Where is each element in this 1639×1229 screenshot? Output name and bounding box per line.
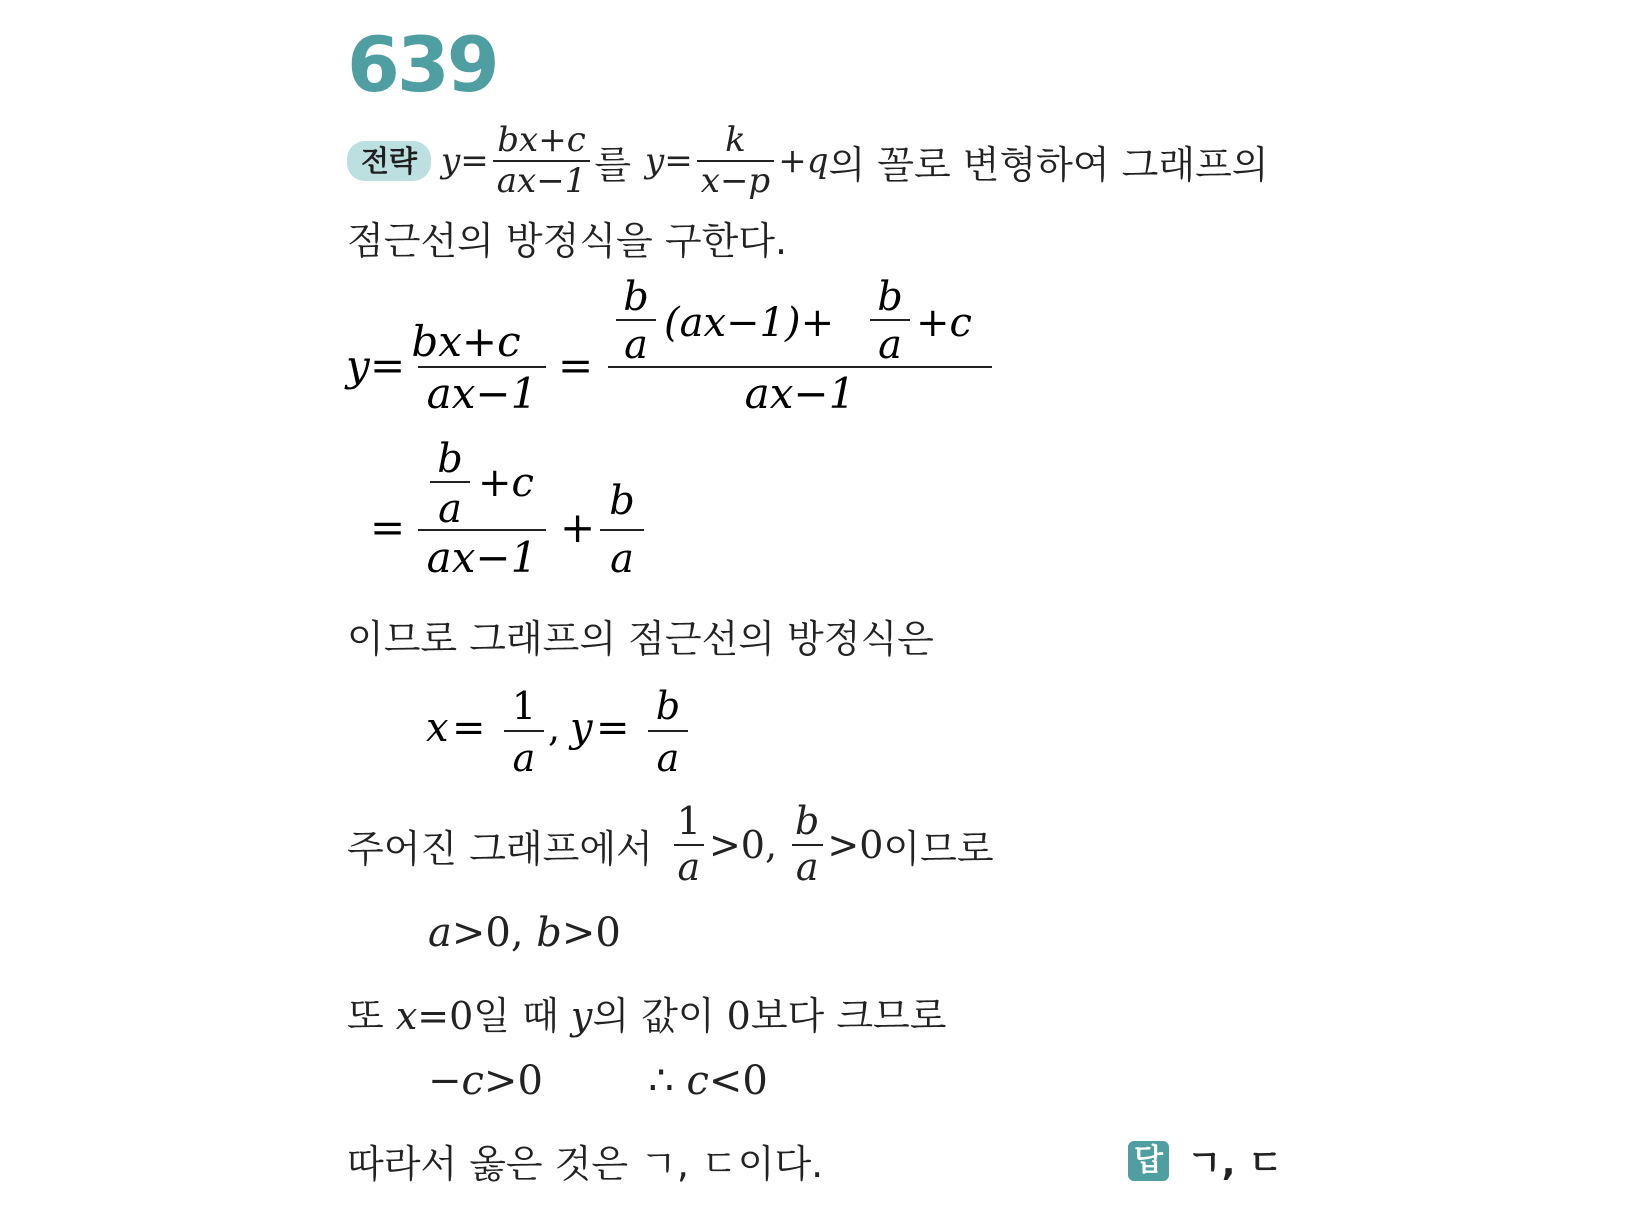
svg-text:,: , (548, 706, 561, 750)
answer-value: ㄱ, ㄷ (1186, 1143, 1283, 1184)
given-suffix: 이므로 (883, 826, 994, 871)
equation-block-1 (340, 260, 1010, 420)
svg-text:ax−1: ax−1 (744, 369, 856, 418)
svg-text:a: a (624, 322, 648, 368)
also-mid: 일 때 (473, 994, 559, 1038)
svg-text:b: b (655, 684, 681, 728)
svg-text:a: a (512, 736, 536, 780)
svg-text:x: x (426, 705, 449, 751)
svg-text:a: a (610, 536, 634, 582)
also-suffix: 보다 크므로 (750, 994, 947, 1038)
given-prefix: 주어진 그래프에서 (347, 826, 653, 871)
svg-text:a: a (878, 322, 902, 368)
svg-text:+c: +c (916, 300, 972, 346)
strategy-line-2: 점근선의 방정식을 구한다. (347, 219, 788, 263)
equation-block-2 (340, 430, 700, 590)
strategy-formula-2: y = $\frac{k}{x-p}$ + q (645, 119, 829, 201)
result-ab: a>0, b>0 (428, 910, 621, 956)
strategy-badge: 전략 (347, 141, 431, 181)
svg-text:(ax−1)+: (ax−1)+ (664, 300, 835, 346)
given-graph-line (347, 790, 994, 900)
svg-text:b: b (877, 274, 903, 320)
answer-badge: 답 (1128, 1141, 1169, 1181)
svg-text:=: = (370, 503, 406, 552)
svg-text:b: b (623, 274, 649, 320)
svg-text:1: 1 (511, 684, 537, 728)
answer (1128, 1135, 1283, 1186)
svg-text:ax−1: ax−1 (426, 369, 538, 418)
svg-text:+c: +c (478, 460, 534, 506)
strategy-text-2: 의 꼴로 변형하여 그래프의 (828, 142, 1269, 187)
svg-text:ax−1: ax−1 (426, 533, 538, 582)
svg-text:=: = (596, 705, 630, 751)
svg-text:+: + (560, 503, 596, 552)
strategy-line-1 (347, 116, 1269, 206)
svg-text:=: = (452, 705, 486, 751)
svg-text:=: = (558, 341, 594, 390)
given-inequalities: $\frac{1}{a}$ >0, $\frac{b}{a}$ >0 (669, 800, 884, 889)
svg-text:=: = (370, 341, 406, 390)
svg-text:b: b (437, 436, 463, 482)
also-prefix: 또 (347, 994, 384, 1038)
also-line: 또 x=0일 때 y의 값이 0보다 크므로 (347, 994, 947, 1038)
asymptote-intro: 이므로 그래프의 점근선의 방정식은 (347, 617, 934, 661)
svg-text:b: b (609, 478, 635, 524)
svg-text:bx+c: bx+c (411, 317, 521, 366)
svg-text:y: y (570, 705, 593, 751)
strategy-text-1: 를 (594, 142, 632, 187)
svg-text:a: a (438, 486, 462, 532)
also-mid2: 의 값이 (592, 994, 715, 1038)
result-c: −c>0 ∴ c<0 (428, 1058, 768, 1104)
svg-text:a: a (656, 736, 680, 780)
asymptote-equations (420, 675, 720, 785)
problem-number: 639 (347, 20, 497, 109)
strategy-formula-1: y = $\frac{bx+c}{ax-1}$ (441, 121, 594, 201)
svg-text:y: y (346, 341, 370, 390)
conclusion: 따라서 옳은 것은 ㄱ, ㄷ이다. (347, 1142, 824, 1186)
